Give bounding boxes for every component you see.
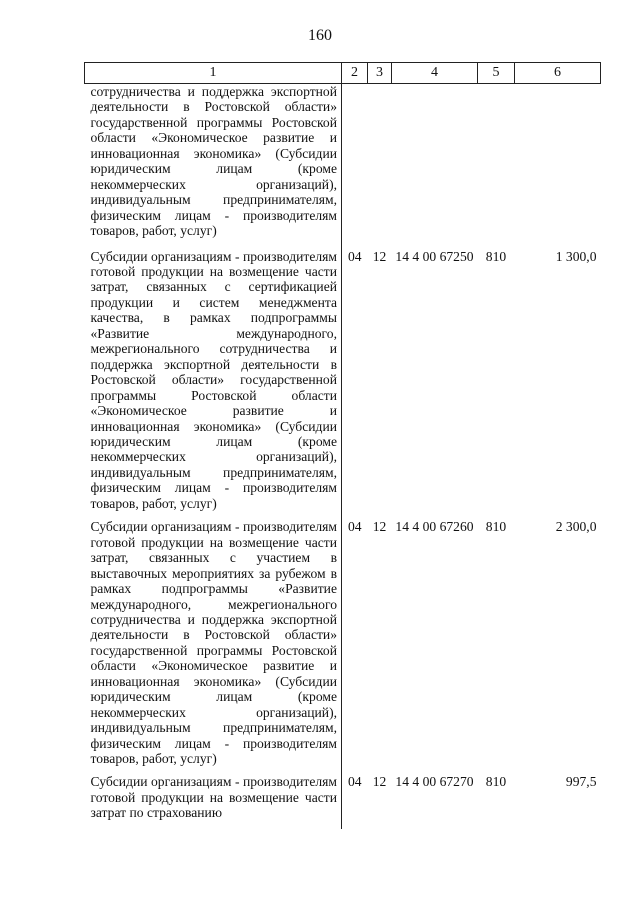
header-col-1: 1	[85, 63, 342, 84]
row-vr: 810	[485, 774, 507, 790]
row-vr: 810	[485, 519, 507, 535]
header-col-3: 3	[368, 63, 392, 84]
row-csr	[392, 84, 478, 249]
row-description: Субсидии организациям - производителям готовой продукции на возмещение части затрат, связанных с участием в выставочных мероприятиях за рубежом в рамках подпрограммы «Развитие международного, межрегионального сотрудничества и поддержка экспортной деятельности в Ростовской области» государственной программы Ростовской области «Экономическое развитие и инновационная экономика» (Субсидии юридическим лицам (кроме некоммерческих организаций), индивидуальным предпринимателям, физическим лицам - производителям товаров, работ, услуг)	[85, 519, 342, 774]
table-row	[85, 774, 601, 828]
row-amount: 997,5	[565, 774, 597, 790]
row-csr: 14 4 00 67260	[395, 519, 474, 535]
row-pr: 12	[372, 774, 387, 790]
page-number: 160	[308, 27, 332, 44]
row-amount: 1 300,0	[555, 248, 597, 264]
row-description: Субсидии организациям - производителям готовой продукции на возмещение части затрат, связанных с сертификацией продукции и систем менеджмента качества, в рамках подпрограммы «Развитие международного, межрегионального сотрудничества и поддержка экспортной деятельности в Ростовской области» государственной программы Ростовской области «Экономическое развитие и инновационная экономика» (Субсидии юридическим лицам (кроме некоммерческих организаций), индивидуальным предпринимателям, физическим лицам - производителям товаров, работ, услуг)	[85, 249, 342, 520]
row-rz: 04	[347, 519, 362, 535]
header-row	[85, 63, 601, 84]
header-col-2: 2	[342, 63, 368, 84]
row-pr: 12	[372, 248, 387, 264]
row-amount	[515, 84, 601, 249]
row-pr: 12	[372, 519, 387, 535]
row-vr: 810	[485, 248, 507, 264]
table-header	[85, 63, 601, 84]
row-csr: 14 4 00 67270	[395, 774, 474, 790]
budget-table	[84, 62, 601, 829]
table-row	[85, 519, 601, 774]
row-amount: 2 300,0	[555, 519, 597, 535]
row-rz	[342, 84, 368, 249]
header-col-6: 6	[515, 63, 601, 84]
header-col-4: 4	[392, 63, 478, 84]
row-rz: 04	[347, 248, 362, 264]
row-vr	[478, 84, 515, 249]
row-pr	[368, 84, 392, 249]
table-row	[85, 249, 601, 520]
header-col-5: 5	[478, 63, 515, 84]
row-rz: 04	[347, 774, 362, 790]
row-description: Субсидии организациям - производителям готовой продукции на возмещение части затрат по страхованию	[85, 774, 342, 828]
row-csr: 14 4 00 67250	[395, 248, 474, 264]
table-body	[85, 84, 601, 829]
table-row	[85, 84, 601, 249]
row-description: сотрудничества и поддержка экспортной деятельности в Ростовской области» государственной программы Ростовской области «Экономическое развитие и инновационная экономика» (Субсидии юридическим лицам (кроме некоммерческих организаций), индивидуальным предпринимателям, физическим лицам - производителям товаров, работ, услуг)	[85, 84, 342, 249]
